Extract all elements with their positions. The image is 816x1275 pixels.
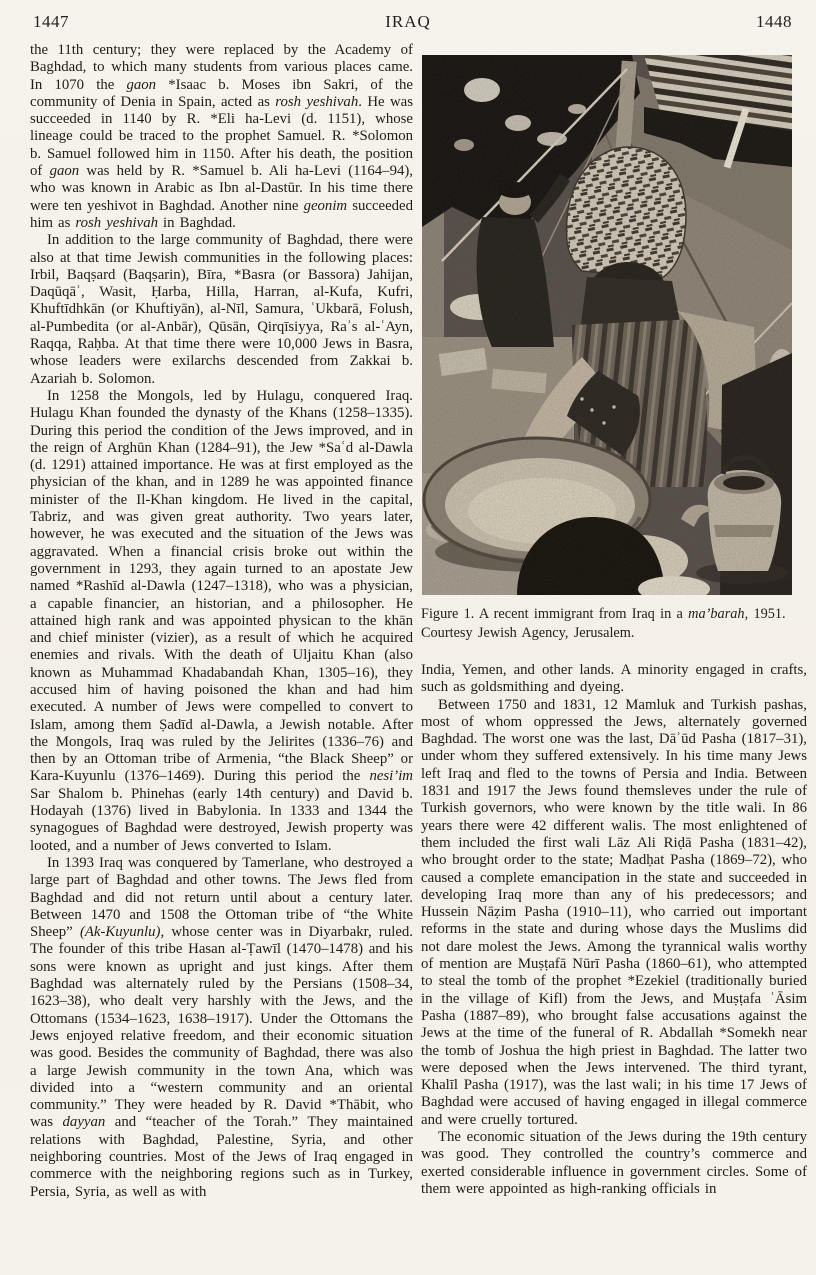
paragraph bbox=[30, 388, 413, 855]
italic-text: rosh yeshivah bbox=[75, 214, 158, 231]
figure-caption bbox=[421, 605, 795, 643]
left-column bbox=[30, 42, 413, 1201]
text-run: in Baghdad. bbox=[158, 214, 236, 231]
text-run: *Isaac b. Moses ibn Sakri, of the community of Denia in Spain, acted as bbox=[30, 76, 413, 110]
italic-text: dayyan bbox=[62, 1114, 106, 1131]
paragraph bbox=[30, 42, 413, 232]
text-run: In addition to the large community of Baghdad, there were also at that time Jewish communities in the following places: Irbil, Baqṣard (Baqṣarin), Bīra, *Basra (or Bassora) Jahijan, Daqūqāʾ, Wasit, Ḥarba, Hilla, Harran, al-Kufa, Kufri, Khuftīdhkān (or Khuftiyān), al-Nīl, Samura, ʿUkbarā, Folush, al-Pumbedita (or al-Anbār), Qūsān, Qirqīsiyya, Raʾs al-ʿAyn, Raqqa, Raḥba. At that time there were 10,000 Jews in Basra, whose leaders were exilarchs descended from Zakkai b. Azariah b. Solomon. bbox=[30, 232, 413, 387]
paragraph bbox=[421, 1129, 807, 1198]
film-grain-overlay bbox=[422, 55, 792, 595]
italic-text: gaon bbox=[49, 163, 80, 180]
text-run: In 1393 Iraq was conquered by Tamerlane, who destroyed a large part of Baghdad and other towns. The Jews fled from Baghdad and did not return until about a century later. Between 1470 and 1508 the Ottoman tribe of “the White Sheep” bbox=[30, 854, 413, 941]
right-column-text bbox=[421, 662, 807, 1198]
paragraph bbox=[30, 855, 413, 1201]
italic-text: gaon bbox=[126, 76, 157, 93]
paragraph bbox=[421, 697, 807, 1129]
italic-text: nesi’im bbox=[369, 768, 413, 785]
text-run: The economic situation of the Jews during the 19th century was good. They controlled the country’s commerce and exerted considerable influence in government circles. Some of them were appointed as high-ranking officials in bbox=[421, 1129, 807, 1197]
page-number-right: 1448 bbox=[756, 12, 792, 31]
text-run: , 1951. Courtesy Jewish Agency, Jerusalem. bbox=[421, 606, 786, 641]
text-run: . He was succeeded in 1140 by R. *Eli ha-Levi (d. 1151), whose lineage could be traced to the prophet Samuel. R. *Solomon b. Samuel followed him in 1150. After his death, the position of bbox=[30, 93, 413, 180]
photo-illustration bbox=[422, 55, 792, 595]
figure bbox=[421, 55, 807, 643]
paragraph bbox=[30, 232, 413, 388]
page-number-left: 1447 bbox=[33, 12, 69, 31]
text-run: succeeded him as bbox=[30, 197, 414, 231]
text-run: Sar Shalom b. Phinehas (early 14th century) and David b. Hodayah (1376) lived in Babylonia. In 1333 and 1344 the synagogues of Baghdad were destroyed, Jewish property was looted, and a number of Jews converted to Islam. bbox=[30, 785, 413, 854]
page-title: IRAQ bbox=[385, 12, 431, 31]
text-run: was held by R. *Samuel b. Ali ha-Levi (1164–94), who was known in Arabic as Ibn al-Dastūr. In his time there were ten yeshivot in Baghdad. Another nine bbox=[30, 163, 413, 214]
text-run: and “teacher of the Torah.” They maintained relations with Baghdad, Palestine, Syria, and other neighboring countries. Most of the Jews of Iraq engaged in commerce with the neighboring regions such as in Turkey, Persia, Syria, as well as with bbox=[30, 1114, 413, 1200]
right-column bbox=[421, 42, 807, 1198]
text-run: whose center was in Diyarbakr, ruled. The founder of this tribe Hasan al-Ṭawīl (1470–1478) and his sons were known as upright and just kings. After them Baghdad was alternately ruled by the Persians (1508–34, 1623–38), who dealt very harshly with the Jews, and the Ottomans (1534–1623, 1638–1917). Under the Ottomans the Jews enjoyed relative freedom, and their economic situation was good. Besides the community of Baghdad, there was also a large Jewish community in the town Ana, which was divided into a “western community and an oriental community.” They were headed by R. David *Thābit, who was bbox=[30, 924, 413, 1131]
photo bbox=[422, 55, 792, 595]
paragraph bbox=[421, 662, 807, 697]
text-run: In 1258 the Mongols, led by Hulagu, conquered Iraq. Hulagu Khan founded the dynasty of the Khans (1258–1335). During this period the condition of the Jews improved, and in the reign of Arghūn Khan (1284–91), the Jew *Saʿd al-Dawla (d. 1291) attained importance. He was at first employed as the physician of the khan, and in 1289 he was appointed finance minister of the Il-Khan kingdom. He lived in the capital, Tabriz, and was given great authority. Two years later, however, he was executed and the situation of the Jews was aggravated. When a financial crisis broke out within the government in 1293, they again turned to an apostate Jew named *Rashīd al-Dawla (1247–1318), who was a physician, a capable financier, an historian, and a philosopher. He attained high rank and was appointed physican to the khān and chief minister (vizier), as a result of which he acquired enemies and rivals. With the death of Uljaitu Khan (also known as Muhammad Khadabandah Khan, 1305–16), they accused him of having poisoned the khan and had him executed. A number of Jews were compelled to convert to Islam, among them Ṣadīd al-Dawla, a Jewish notable. After the Mongols, Iraq was ruled by the Jelirites (1336–76) and then by an Ottoman tribe of Armenia, “the Black Sheep” or Kara-Kuyunlu (1376–1469). During this period the bbox=[30, 387, 413, 785]
text-run: Figure 1. A recent immigrant from Iraq in a bbox=[421, 606, 689, 622]
italic-text: rosh yeshivah bbox=[275, 93, 359, 110]
text-run: India, Yemen, and other lands. A minority engaged in crafts, such as goldsmithing and dyeing. bbox=[421, 662, 807, 696]
italic-text: ma’barah bbox=[688, 606, 745, 622]
italic-text: (Ak-Kuyunlu), bbox=[79, 924, 165, 941]
italic-text: geonim bbox=[303, 197, 348, 214]
text-run: the 11th century; they were replaced by the Academy of Baghdad, to which many students from various places came. In 1070 the bbox=[30, 42, 413, 93]
text-run: Between 1750 and 1831, 12 Mamluk and Turkish pashas, most of whom oppressed the Jews, alternately governed Baghdad. The worst one was the last, Dāʾūd Pasha (1817–31), under whom they suffered extensively. In his time many Jews left Iraq and fled to the towns of Persia and India. Between 1831 and 1917 the Jews found themsleves under the rule of Turkish governors, who were known by the title wali. In 86 years there were 42 different walis. The most enlightened of them included the first wali Lāz Ali Riḍā Pasha (1831–42), who brought order to the state; Madḥat Pasha (1869–72), who caused a complete emancipation in the state and succeeded in developing Iraq more than any of his predecessors; and Hussein Nāẓim Pasha (1910–11), who carried out important reforms in the state and during whose days the Muslims did not dare molest the Jews. Among the tyrannical walis worthy of mention are Muṣṭafā Nūrī Pasha (1860–61), who attempted to steal the tomb of the prophet *Ezekiel (traditionally buried in the village of Kifl) from the Jews, and Muṣṭafa ʿĀsim Pasha (1887–89), who brought false accusations against the Jews at the time of the funeral of R. Abdallah *Somekh near the tomb of Joshua the high priest in Baghdad. The latter two were deposed when the Jews intervened. The third tyrant, Khalīl Pasha (1917), was the last wali; in his time 17 Jews of Baghdad were accused of having engaged in illegal commerce and were cruelly tortured. bbox=[421, 696, 807, 1128]
